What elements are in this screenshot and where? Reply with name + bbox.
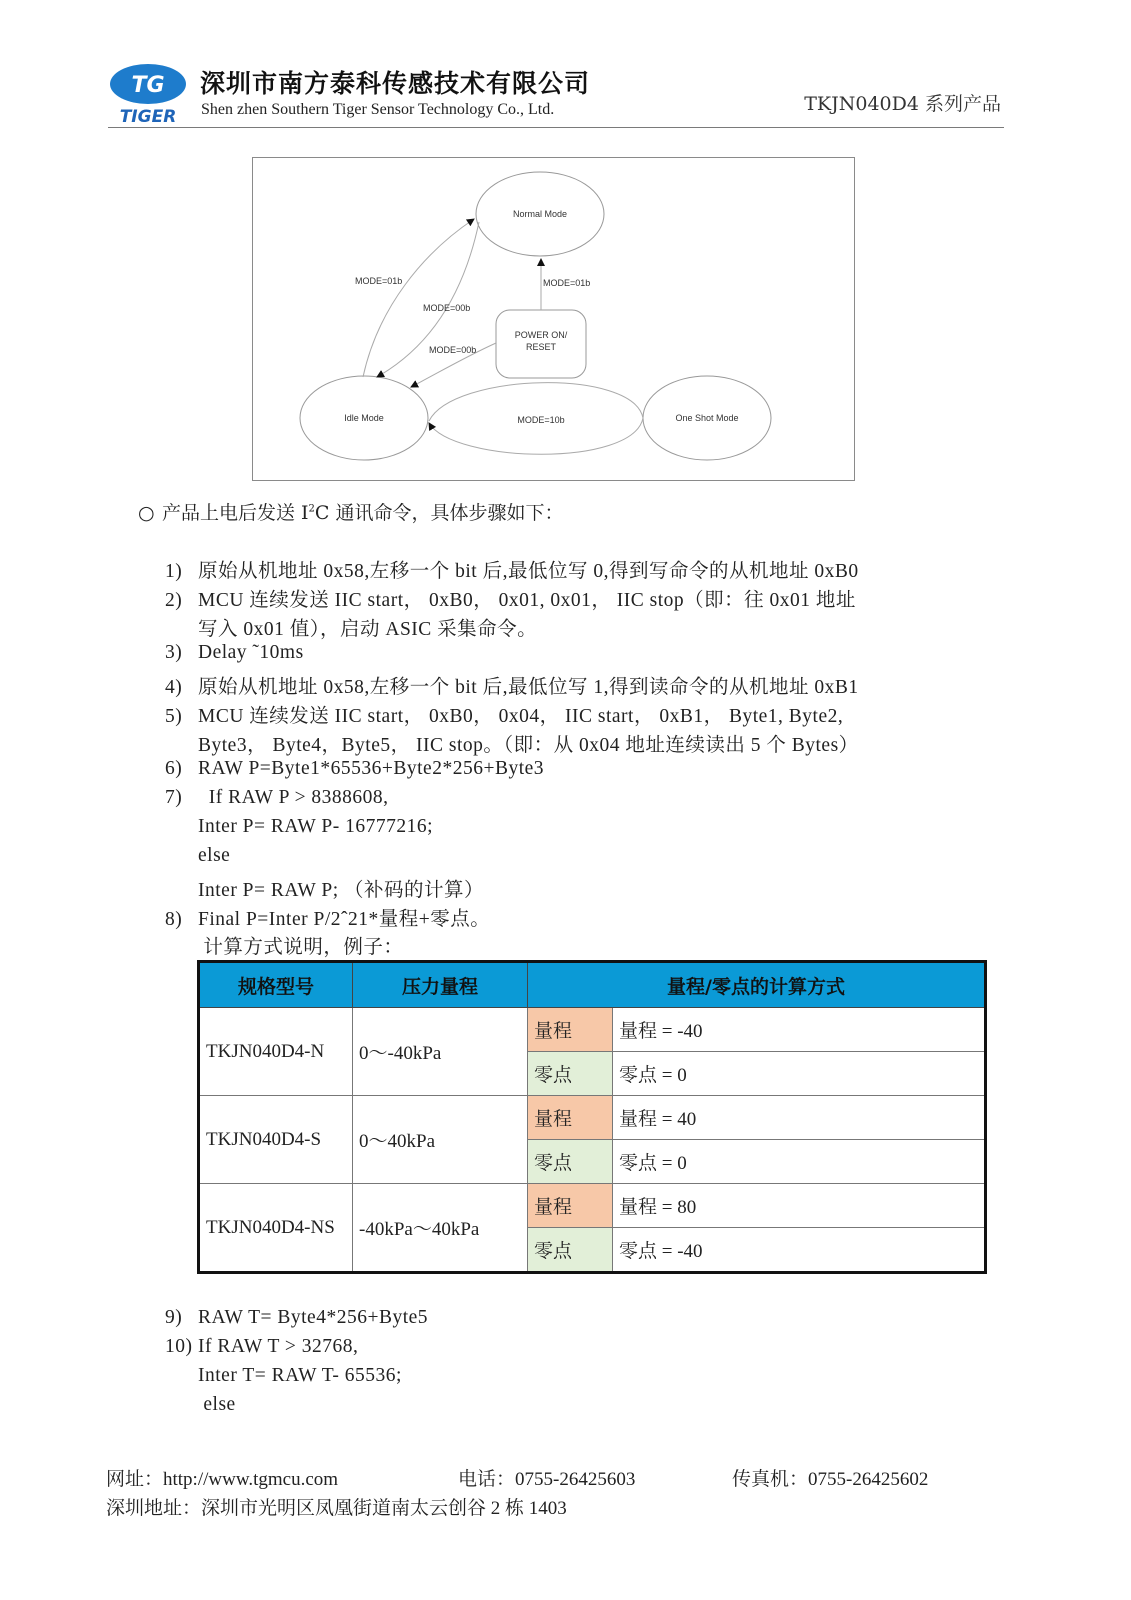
table-row xyxy=(199,1184,986,1228)
step-text: If RAW T > 32768, xyxy=(198,1336,359,1357)
cell-model: TKJN040D4-N xyxy=(199,1008,353,1096)
step-1: 1) 原始从机地址 0x58,左移一个 bit 后,最低位写 0,得到写命令的从机地址 0xB0 xyxy=(165,561,859,582)
step-9: 9) RAW T= Byte4*256+Byte5 xyxy=(165,1307,429,1328)
company-logo xyxy=(108,62,188,126)
step-text: Final P=Inter P/2ˆ21*量程+零点。 xyxy=(198,909,491,930)
step-4: 4) 原始从机地址 0x58,左移一个 bit 后,最低位写 1,得到读命令的从机地址 0xB1 xyxy=(165,677,859,698)
cell-range: 0～-40kPa xyxy=(353,1008,528,1096)
cell-zero-tag: 零点 xyxy=(528,1052,613,1096)
step-10-line-2: Inter T= RAW T- 65536; xyxy=(198,1365,402,1386)
step-10: 10) If RAW T > 32768, xyxy=(165,1336,359,1357)
header-divider xyxy=(108,127,1004,128)
header-calculation: 量程/零点的计算方式 xyxy=(528,962,986,1008)
bullet-circle-icon: ○ xyxy=(138,502,155,524)
step-8-example-caption: 计算方式说明，例子： xyxy=(198,937,404,958)
step-7-line-3: else xyxy=(198,845,231,866)
cell-zero-value: 零点 = -40 xyxy=(613,1228,986,1273)
cell-range: 0～40kPa xyxy=(353,1096,528,1184)
logo-wordmark-text: TIGER xyxy=(119,107,177,126)
step-text: MCU 连续发送 IIC start， 0xB0， 0x01, 0x01， IIC stop（即：往 0x01 地址 xyxy=(198,590,856,611)
cell-span-value: 量程 = 40 xyxy=(613,1096,986,1140)
step-5-continued: Byte3， Byte4，Byte5， IIC stop。（即：从 0x04 地址连续读出 5 个 Bytes） xyxy=(198,735,859,756)
step-10-line-3: else xyxy=(198,1394,236,1415)
cell-span-tag: 量程 xyxy=(528,1008,613,1052)
span-zero-table xyxy=(197,960,987,1274)
step-text: MCU 连续发送 IIC start， 0xB0， 0x04， IIC start， 0xB1， Byte1, Byte2, xyxy=(198,706,844,727)
cell-zero-tag: 零点 xyxy=(528,1140,613,1184)
step-text: Delay ˜10ms xyxy=(198,642,304,663)
header-model: 规格型号 xyxy=(199,962,353,1008)
intro-superscript: 2 xyxy=(308,503,315,515)
step-7-line-2: Inter P= RAW P- 16777216; xyxy=(198,816,433,837)
label-normal-mode: Normal Mode xyxy=(512,209,568,219)
step-8: 8) Final P=Inter P/2ˆ21*量程+零点。 xyxy=(165,909,491,930)
cell-zero-value: 零点 = 0 xyxy=(613,1140,986,1184)
step-7: 7) If RAW P > 8388608, xyxy=(165,787,389,808)
label-edge-power-to-idle: MODE=00b xyxy=(429,345,477,355)
product-series-label: TKJN040D4 系列产品 xyxy=(804,93,1001,115)
step-text: 原始从机地址 0x58,左移一个 bit 后,最低位写 1,得到读命令的从机地址 0xB1 xyxy=(198,677,859,698)
cell-span-tag: 量程 xyxy=(528,1096,613,1140)
step-5: 5) MCU 连续发送 IIC start， 0xB0， 0x04， IIC start， 0xB1， Byte1, Byte2, xyxy=(165,706,844,727)
footer-website: 网址：http://www.tgmcu.com xyxy=(106,1469,339,1490)
table-row xyxy=(199,1096,986,1140)
label-edge-normal-to-idle: MODE=00b xyxy=(423,303,471,313)
footer-phone: 电话：0755-26425603 xyxy=(458,1469,636,1490)
mode-state-diagram xyxy=(252,157,855,481)
step-text: If RAW P > 8388608, xyxy=(198,787,389,808)
table-row xyxy=(199,1008,986,1052)
cell-span-value: 量程 = -40 xyxy=(613,1008,986,1052)
label-edge-idle-to-normal: MODE=01b xyxy=(355,276,403,286)
step-text: RAW T= Byte4*256+Byte5 xyxy=(198,1307,429,1328)
label-edge-oneshot-loop: MODE=10b xyxy=(517,415,565,425)
step-2: 2) MCU 连续发送 IIC start， 0xB0， 0x01, 0x01， IIC stop（即：往 0x01 地址 xyxy=(165,590,856,611)
cell-span-value: 量程 = 80 xyxy=(613,1184,986,1228)
company-name-en: Shen zhen Southern Tiger Sensor Technology Co., Ltd. xyxy=(201,101,555,118)
tiger-logo-icon xyxy=(108,62,188,126)
cell-model: TKJN040D4-S xyxy=(199,1096,353,1184)
footer-fax: 传真机：0755-26425602 xyxy=(732,1469,929,1490)
step-text: 原始从机地址 0x58,左移一个 bit 后,最低位写 0,得到写命令的从机地址 0xB0 xyxy=(198,561,859,582)
label-idle-mode: Idle Mode xyxy=(344,413,384,423)
intro-bullet xyxy=(138,498,564,525)
cell-span-tag: 量程 xyxy=(528,1184,613,1228)
label-power-on: POWER ON/ xyxy=(514,330,568,340)
step-3: 3) Delay ˜10ms xyxy=(165,642,304,663)
intro-text-before: 产品上电后发送 I xyxy=(162,502,309,524)
intro-text-after: C 通讯命令，具体步骤如下： xyxy=(314,502,564,524)
label-one-shot-mode: One Shot Mode xyxy=(675,413,739,423)
label-edge-power-to-normal: MODE=01b xyxy=(543,278,591,288)
step-7-line-4: Inter P= RAW P; （补码的计算） xyxy=(198,880,484,901)
company-name-cn: 深圳市南方泰科传感技术有限公司 xyxy=(200,69,591,98)
step-6: 6) RAW P=Byte1*65536+Byte2*256+Byte3 xyxy=(165,758,545,779)
logo-mark-text: TG xyxy=(131,73,165,98)
cell-range: -40kPa～40kPa xyxy=(353,1184,528,1273)
cell-zero-tag: 零点 xyxy=(528,1228,613,1273)
step-2-continued: 写入 0x01 值），启动 ASIC 采集命令。 xyxy=(198,619,538,640)
footer-address: 深圳地址：深圳市光明区凤凰街道南太云创谷 2 栋 1403 xyxy=(106,1498,567,1519)
header-pressure-range: 压力量程 xyxy=(353,962,528,1008)
step-text: RAW P=Byte1*65536+Byte2*256+Byte3 xyxy=(198,758,545,779)
table-header-row xyxy=(199,962,986,1008)
cell-zero-value: 零点 = 0 xyxy=(613,1052,986,1096)
label-reset: RESET xyxy=(525,342,557,352)
cell-model: TKJN040D4-NS xyxy=(199,1184,353,1273)
